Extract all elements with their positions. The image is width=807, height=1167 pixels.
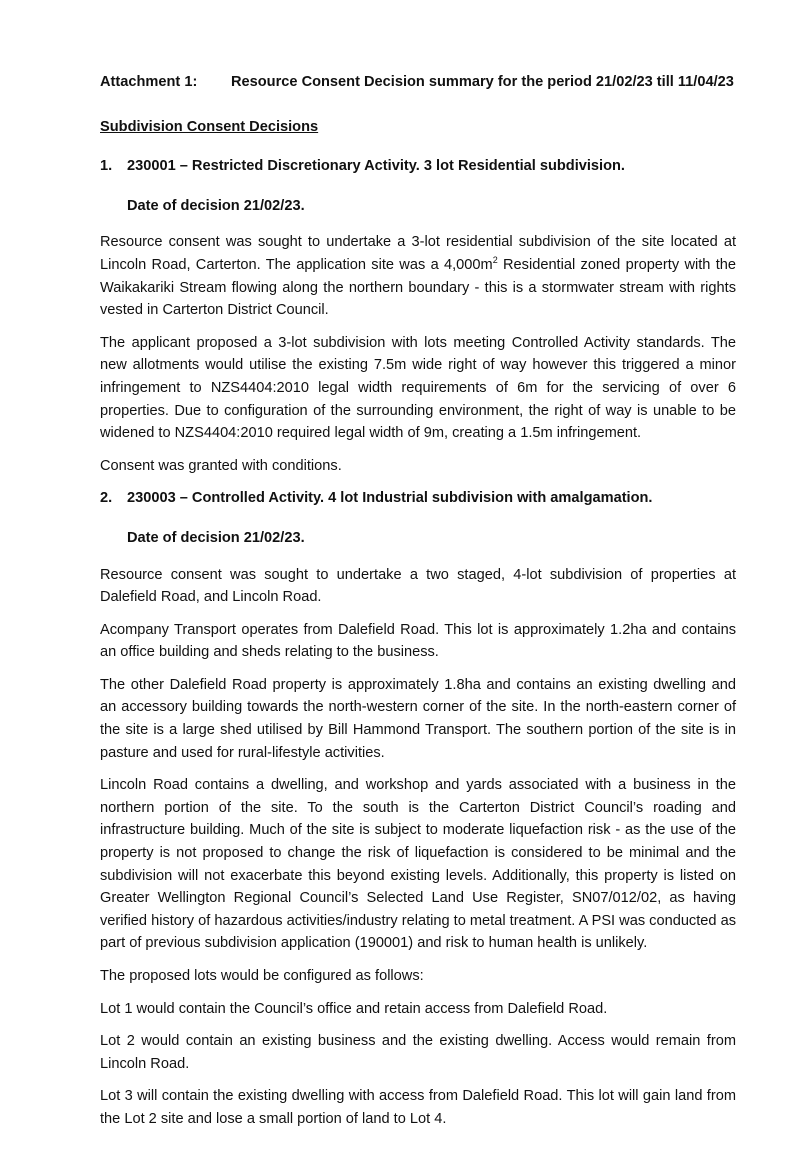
item-heading-text: 230001 – Restricted Discretionary Activity. 3 lot Residential subdivision. (127, 158, 625, 175)
paragraph: The other Dalefield Road property is approximately 1.8ha and contains an existing dwelling and an accessory building towards the north-western corner of the site. In the north-eastern corner of the site is a large shed utilised by Bill Hammond Transport. The southern portion of the site is in pasture and used for rural-lifestyle activities. (100, 676, 736, 761)
paragraph (100, 231, 736, 321)
decision-date: Date of decision 21/02/23. (127, 197, 305, 214)
attachment-title: Resource Consent Decision summary for the period 21/02/23 till 11/04/23 (231, 74, 734, 90)
paragraph: Consent was granted with conditions. (100, 457, 342, 474)
document-body (100, 71, 736, 1141)
paragraph: Resource consent was sought to undertake a two staged, 4-lot subdivision of properties at Dalefield Road, and Lincoln Road. (100, 566, 736, 606)
paragraph: Lincoln Road contains a dwelling, and workshop and yards associated with a business in the northern portion of the site. To the south is the Carterton District Council’s roading and infrastructure building. Much of the site is subject to moderate liquefaction risk - as the use of the property is not proposed to change the risk of liquefaction is considered to be minimal and the subdivision will not exacerbate this beyond existing levels. Additionally, this property is listed on Greater Wellington Regional Council’s Selected Land Use Register, SN07/012/02, as having verified history of hazardous activities/industry relating to metal treatment. A PSI was conducted as part of previous subdivision application (190001) and risk to human health is unlikely. (100, 777, 736, 952)
attachment-header (100, 71, 736, 94)
superscript: 2 (492, 255, 498, 266)
item-number: 1. (100, 158, 113, 175)
item-heading (100, 487, 736, 510)
item-heading-text: 230003 – Controlled Activity. 4 lot Industrial subdivision with amalgamation. (127, 490, 653, 507)
item-number: 2. (100, 490, 113, 507)
paragraph: Acompany Transport operates from Dalefield Road. This lot is approximately 1.2ha and contains an office building and sheds relating to the business. (100, 621, 736, 661)
decision-date: Date of decision 21/02/23. (127, 529, 305, 546)
paragraph: Lot 3 will contain the existing dwelling with access from Dalefield Road. This lot will gain land from the Lot 2 site and lose a small portion of land to Lot 4. (100, 1088, 736, 1127)
attachment-label: Attachment 1: (100, 74, 198, 90)
paragraph-text: Resource consent was sought to undertake a 3-lot residential subdivision of the site located at Lincoln Road, Carterton. The application site was a 4,000m (100, 234, 736, 273)
section-title: Subdivision Consent Decisions (100, 118, 319, 135)
item-heading (100, 155, 736, 178)
paragraph: The applicant proposed a 3-lot subdivision with lots meeting Controlled Activity standards. The new allotments would utilise the existing 7.5m wide right of way however this triggered a minor infringement to NZS4404:2010 legal width requirements of 6m for the servicing of over 6 properties. Due to configuration of the surrounding environment, the right of way is unable to be widened to NZS4404:2010 required legal width of 9m, creating a 1.5m infringement. (100, 334, 736, 442)
paragraph: The proposed lots would be configured as follows: (100, 968, 424, 984)
paragraph: Lot 2 would contain an existing business and the existing dwelling. Access would remain from Lincoln Road. (100, 1033, 736, 1072)
paragraph: Lot 1 would contain the Council’s office and retain access from Dalefield Road. (100, 1000, 608, 1017)
paragraph-text: Residential zoned property with the Waikakariki Stream flowing along the northern boundary - this is a stormwater stream with rights vested in Carterton District Council. (100, 256, 736, 319)
